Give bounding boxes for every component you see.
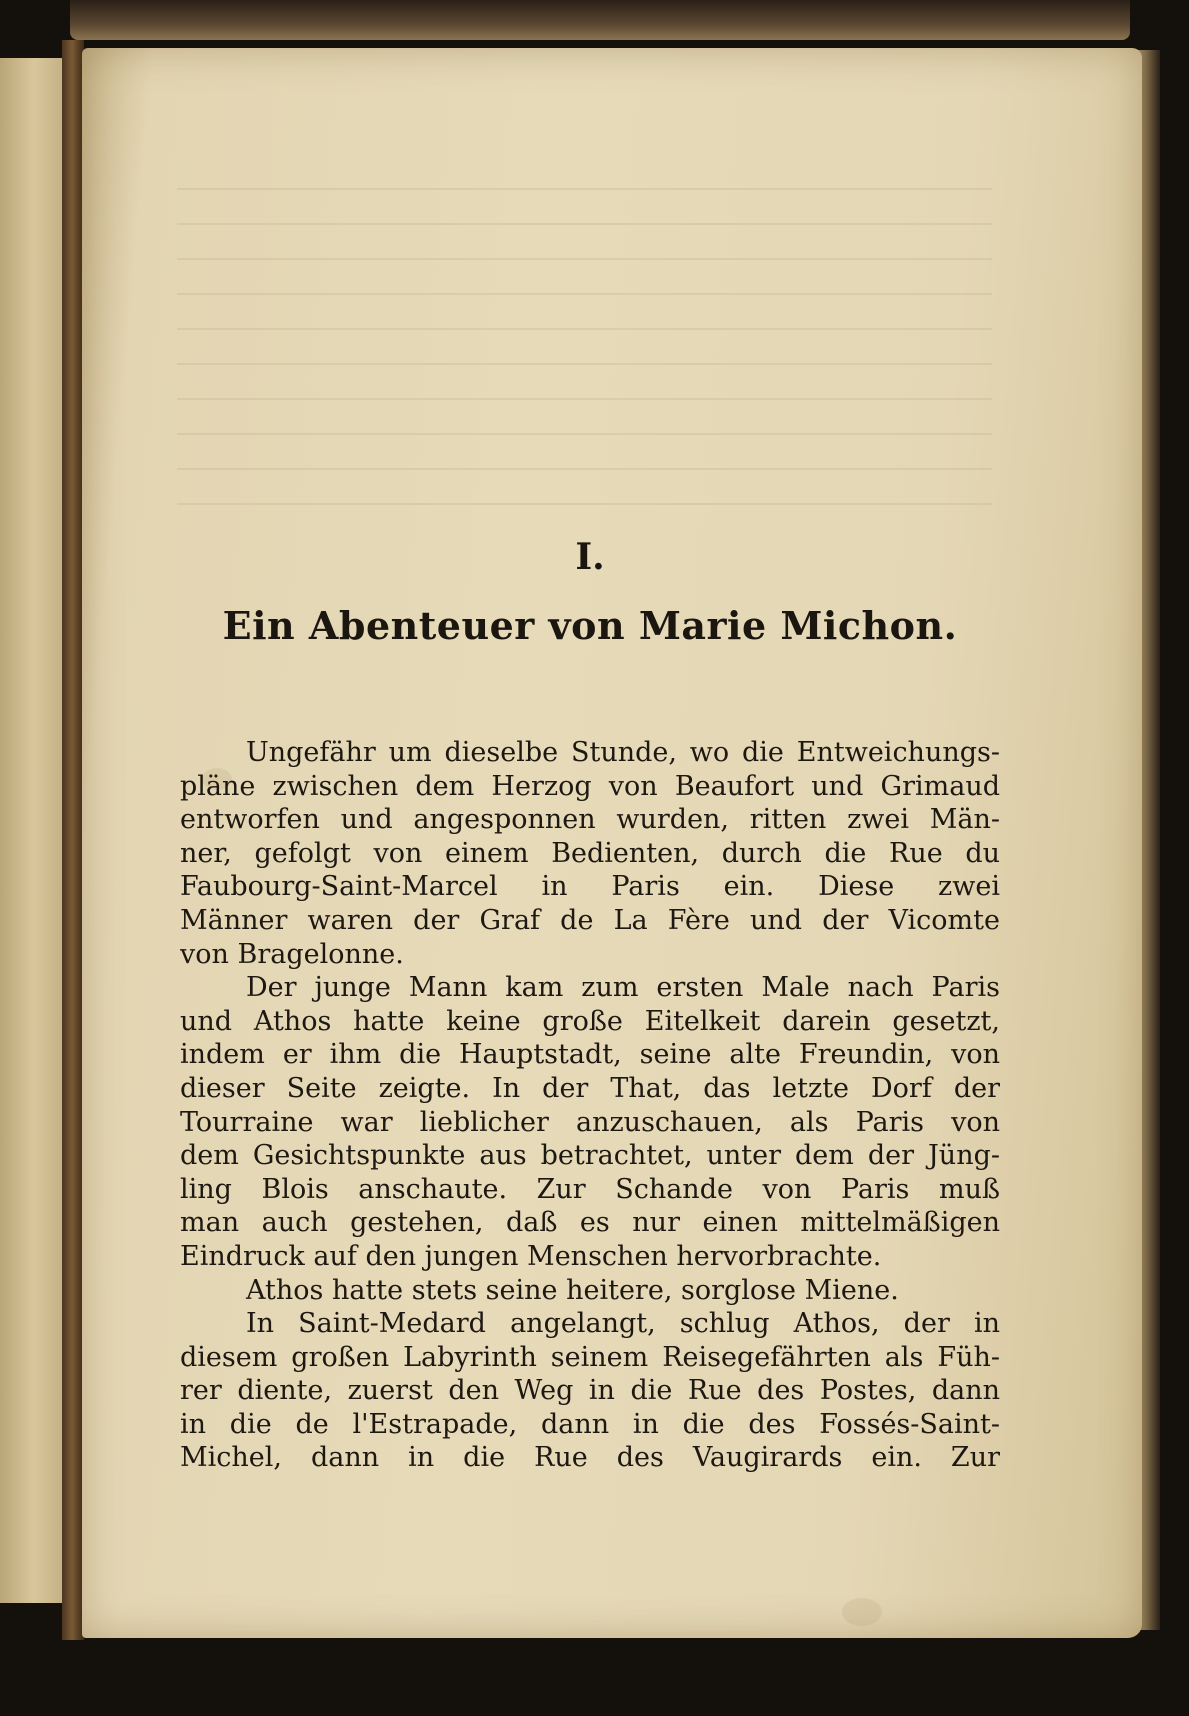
chapter-number: I. — [575, 536, 605, 578]
text-line: entworfen und angesponnen wurden, ritten zwei Män- — [180, 804, 1000, 836]
text-line: in die de l'Estrapade, dann in die des Fossés-Saint- — [180, 1408, 1000, 1440]
chapter-title: Ein Abenteuer von Marie Michon. — [222, 603, 958, 648]
text-line: man auch gestehen, daß es nur einen mittelmäßigen — [180, 1207, 1000, 1239]
text-line: von Bragelonne. — [180, 938, 404, 970]
book-binding — [62, 40, 84, 1640]
text-line: ner, gefolgt von einem Bedienten, durch die Rue du — [180, 837, 1000, 869]
text-line: Männer waren der Graf de La Fère und der Vicomte — [180, 904, 1000, 936]
book-top-edge — [70, 0, 1130, 40]
text-line: Der junge Mann kam zum ersten Male nach Paris — [246, 972, 1000, 1004]
left-page-edge — [0, 58, 65, 1603]
text-line: ling Blois anschaute. Zur Schande von Paris muß — [180, 1173, 1000, 1205]
text-line: rer diente, zuerst den Weg in die Rue des Postes, dann — [180, 1375, 1000, 1407]
paragraph — [180, 736, 1000, 971]
paragraph — [180, 1307, 1000, 1475]
text-line: diesem großen Labyrinth seinem Reisegefährten als Füh- — [180, 1341, 1000, 1373]
text-line: In Saint-Medard angelangt, schlug Athos, der in — [246, 1308, 1000, 1340]
text-line: dieser Seite zeigte. In der That, das letzte Dorf der — [180, 1072, 1000, 1104]
text-line: Faubourg-Saint-Marcel in Paris ein. Diese zwei — [180, 871, 1000, 903]
text-line: Athos hatte stets seine heitere, sorglose Miene. — [246, 1274, 899, 1306]
text-line: dem Gesichtspunkte aus betrachtet, unter dem der Jüng- — [180, 1140, 1000, 1172]
text-line: Tourraine war lieblicher anzuschauen, als Paris von — [180, 1106, 1000, 1138]
paragraph — [180, 971, 1000, 1273]
paragraph — [180, 1274, 1000, 1308]
text-line: Michel, dann in die Rue des Vaugirards ein. Zur — [180, 1442, 1000, 1474]
text-line: Eindruck auf den jungen Menschen hervorbrachte. — [180, 1240, 882, 1272]
text-line: und Athos hatte keine große Eitelkeit darein gesetzt, — [180, 1005, 1000, 1037]
text-line: pläne zwischen dem Herzog von Beaufort und Grimaud — [180, 770, 1000, 802]
text-line: indem er ihm die Hauptstadt, seine alte Freundin, von — [180, 1039, 1000, 1071]
text-line: Ungefähr um dieselbe Stunde, wo die Entweichungs- — [246, 737, 1000, 768]
body-text — [180, 736, 1000, 1475]
book-page — [82, 48, 1142, 1638]
